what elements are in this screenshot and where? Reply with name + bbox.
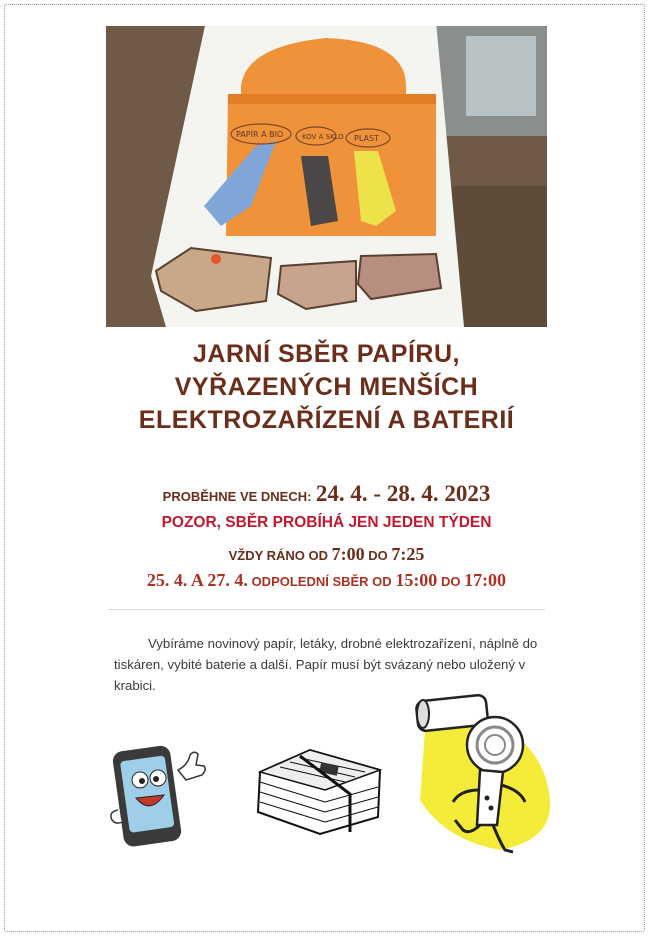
afternoon-from: 15:00 (395, 570, 438, 590)
collection-dates (40, 481, 613, 507)
description-paragraph: Vybíráme novinový papír, letáky, drobné elektrozařízení, náplně do tiskáren, vybité baterie a další. Papír musí být svázaný nebo uložený v krabici. (114, 636, 538, 693)
afternoon-label: ODPOLEDNÍ SBĚR OD (251, 574, 392, 589)
morning-from: 7:00 (331, 544, 365, 564)
morning-prefix: VŽDY RÁNO OD (228, 548, 329, 563)
hair-dryer-illustration (405, 690, 555, 864)
dates-value: 24. 4. - 28. 4. 2023 (315, 481, 491, 506)
morning-to: 7:25 (391, 544, 425, 564)
title-line-2: VYŘAZENÝCH MENŠÍCH (174, 373, 479, 401)
title-line-1: JARNÍ SBĚR PAPÍRU, (193, 340, 460, 368)
afternoon-to-word: DO (440, 574, 461, 589)
afternoon-hours (40, 570, 613, 591)
title-line-3: ELEKTROZAŘÍZENÍ A BATERIÍ (138, 406, 515, 434)
poster-title (60, 338, 593, 437)
morning-hours (40, 544, 613, 565)
warning-text: POZOR, SBĚR PROBÍHÁ JEN JEDEN TÝDEN (161, 514, 492, 531)
label-plastic: PLAST (354, 134, 379, 143)
afternoon-dates: 25. 4. A 27. 4. (146, 570, 248, 590)
label-paper: PAPÍR A BIO (236, 130, 284, 139)
label-metal: KOV A SKLO (302, 133, 344, 141)
phone-illustration (108, 740, 213, 854)
morning-to-word: DO (368, 548, 388, 563)
recycling-drawing-photo (106, 26, 547, 327)
afternoon-to: 17:00 (464, 570, 507, 590)
dates-label: PROBĚHNE VE DNECH: (162, 489, 312, 504)
newspaper-bundle-illustration (250, 742, 385, 841)
divider (108, 609, 545, 610)
